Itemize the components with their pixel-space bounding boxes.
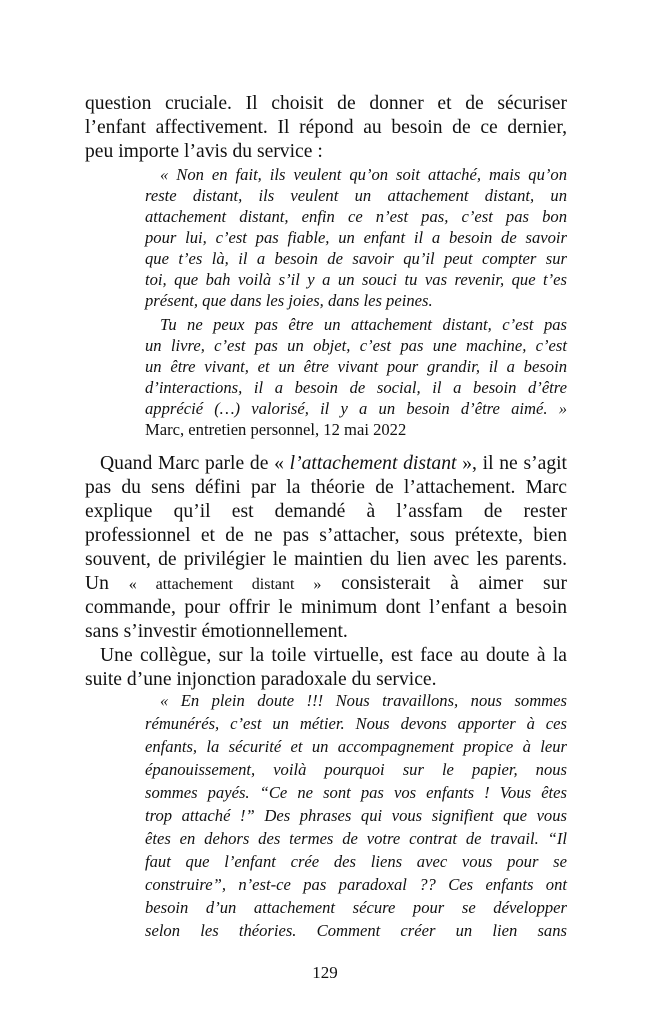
- quote-line: reste distant, ils veulent un attachement distant, un: [145, 186, 567, 205]
- paragraph-line: commande, pour offrir le minimum dont l’enfant a besoin: [85, 597, 567, 618]
- paragraph-line: professionnel et de ne pas s’attacher, sous prétexte, bien: [85, 525, 567, 546]
- paragraph-line: explique qu’il est demandé à l’assfam de rester: [85, 501, 567, 522]
- paragraph-line: suite d’une injonction paradoxale du service.: [85, 669, 437, 690]
- quote-line: rémunérés, c’est un métier. Nous devons apporter à ces: [145, 714, 567, 733]
- quote-line: présent, que dans les joies, dans les peines.: [145, 291, 433, 310]
- quote-line: pour lui, c’est pas fiable, un enfant il a besoin de savoir: [145, 228, 567, 247]
- paragraph-line: Quand Marc parle de « l’attachement distant », il ne s’agit: [100, 453, 567, 474]
- quote-line: attachement distant, enfin ce n’est pas, c’est pas bon: [145, 207, 567, 226]
- quote-line: épanouissement, voilà pourquoi sur le papier, nous: [145, 760, 567, 779]
- paragraph-line: peu importe l’avis du service :: [85, 141, 323, 162]
- paragraph-line: Un « attachement distant » consisterait à aimer sur: [85, 573, 567, 594]
- quote-line: faut que l’enfant crée des liens avec vous pour se: [145, 852, 567, 871]
- quote-line: que t’es là, il a besoin de savoir qu’il peut compter sur: [145, 249, 567, 268]
- page-number: 129: [312, 963, 338, 982]
- quote-line: construire”, n’est-ce pas paradoxal ?? Ces enfants ont: [145, 875, 567, 894]
- quote-citation: Marc, entretien personnel, 12 mai 2022: [145, 420, 407, 439]
- quote-line: besoin d’un attachement sécure pour se développer: [145, 898, 567, 917]
- paragraph-line: Une collègue, sur la toile virtuelle, est face au doute à la: [100, 645, 567, 666]
- quote-line: enfants, la sécurité et un accompagnement propice à leur: [145, 737, 567, 756]
- paragraph-line: pas du sens défini par la théorie de l’attachement. Marc: [85, 477, 567, 498]
- quote-line: apprécié (…) valorisé, il y a un besoin d’être aimé. »: [145, 399, 567, 418]
- quote-line: Tu ne peux pas être un attachement distant, c’est pas: [160, 315, 567, 334]
- quote-line: « Non en fait, ils veulent qu’on soit attaché, mais qu’on: [160, 165, 567, 184]
- paragraph-line: sans s’investir émotionnellement.: [85, 621, 348, 642]
- quote-line: toi, que bah voilà s’il y a un souci tu vas revenir, que t’es: [145, 270, 567, 289]
- quote-line: selon les théories. Comment créer un lien sans: [145, 921, 567, 940]
- paragraph-line: question cruciale. Il choisit de donner et de sécuriser: [85, 93, 567, 114]
- quote-line: un être vivant, et un être vivant pour grandir, il a besoin: [145, 357, 567, 376]
- quote-line: un livre, c’est pas un objet, c’est pas une machine, c’est: [145, 336, 567, 355]
- paragraph-line: l’enfant affectivement. Il répond au besoin de ce dernier,: [85, 117, 567, 138]
- quote-line: d’interactions, il a besoin de social, il a besoin d’être: [145, 378, 567, 397]
- quote-line: êtes en dehors des termes de votre contrat de travail. “Il: [145, 829, 567, 848]
- quote-line: « En plein doute !!! Nous travaillons, nous sommes: [160, 691, 567, 710]
- paragraph-line: souvent, de privilégier le maintien du lien avec les parents.: [85, 549, 567, 570]
- quote-line: sommes payés. “Ce ne sont pas vos enfants ! Vous êtes: [145, 783, 567, 802]
- quote-line: trop attaché !” Des phrases qui vous signifient que vous: [145, 806, 567, 825]
